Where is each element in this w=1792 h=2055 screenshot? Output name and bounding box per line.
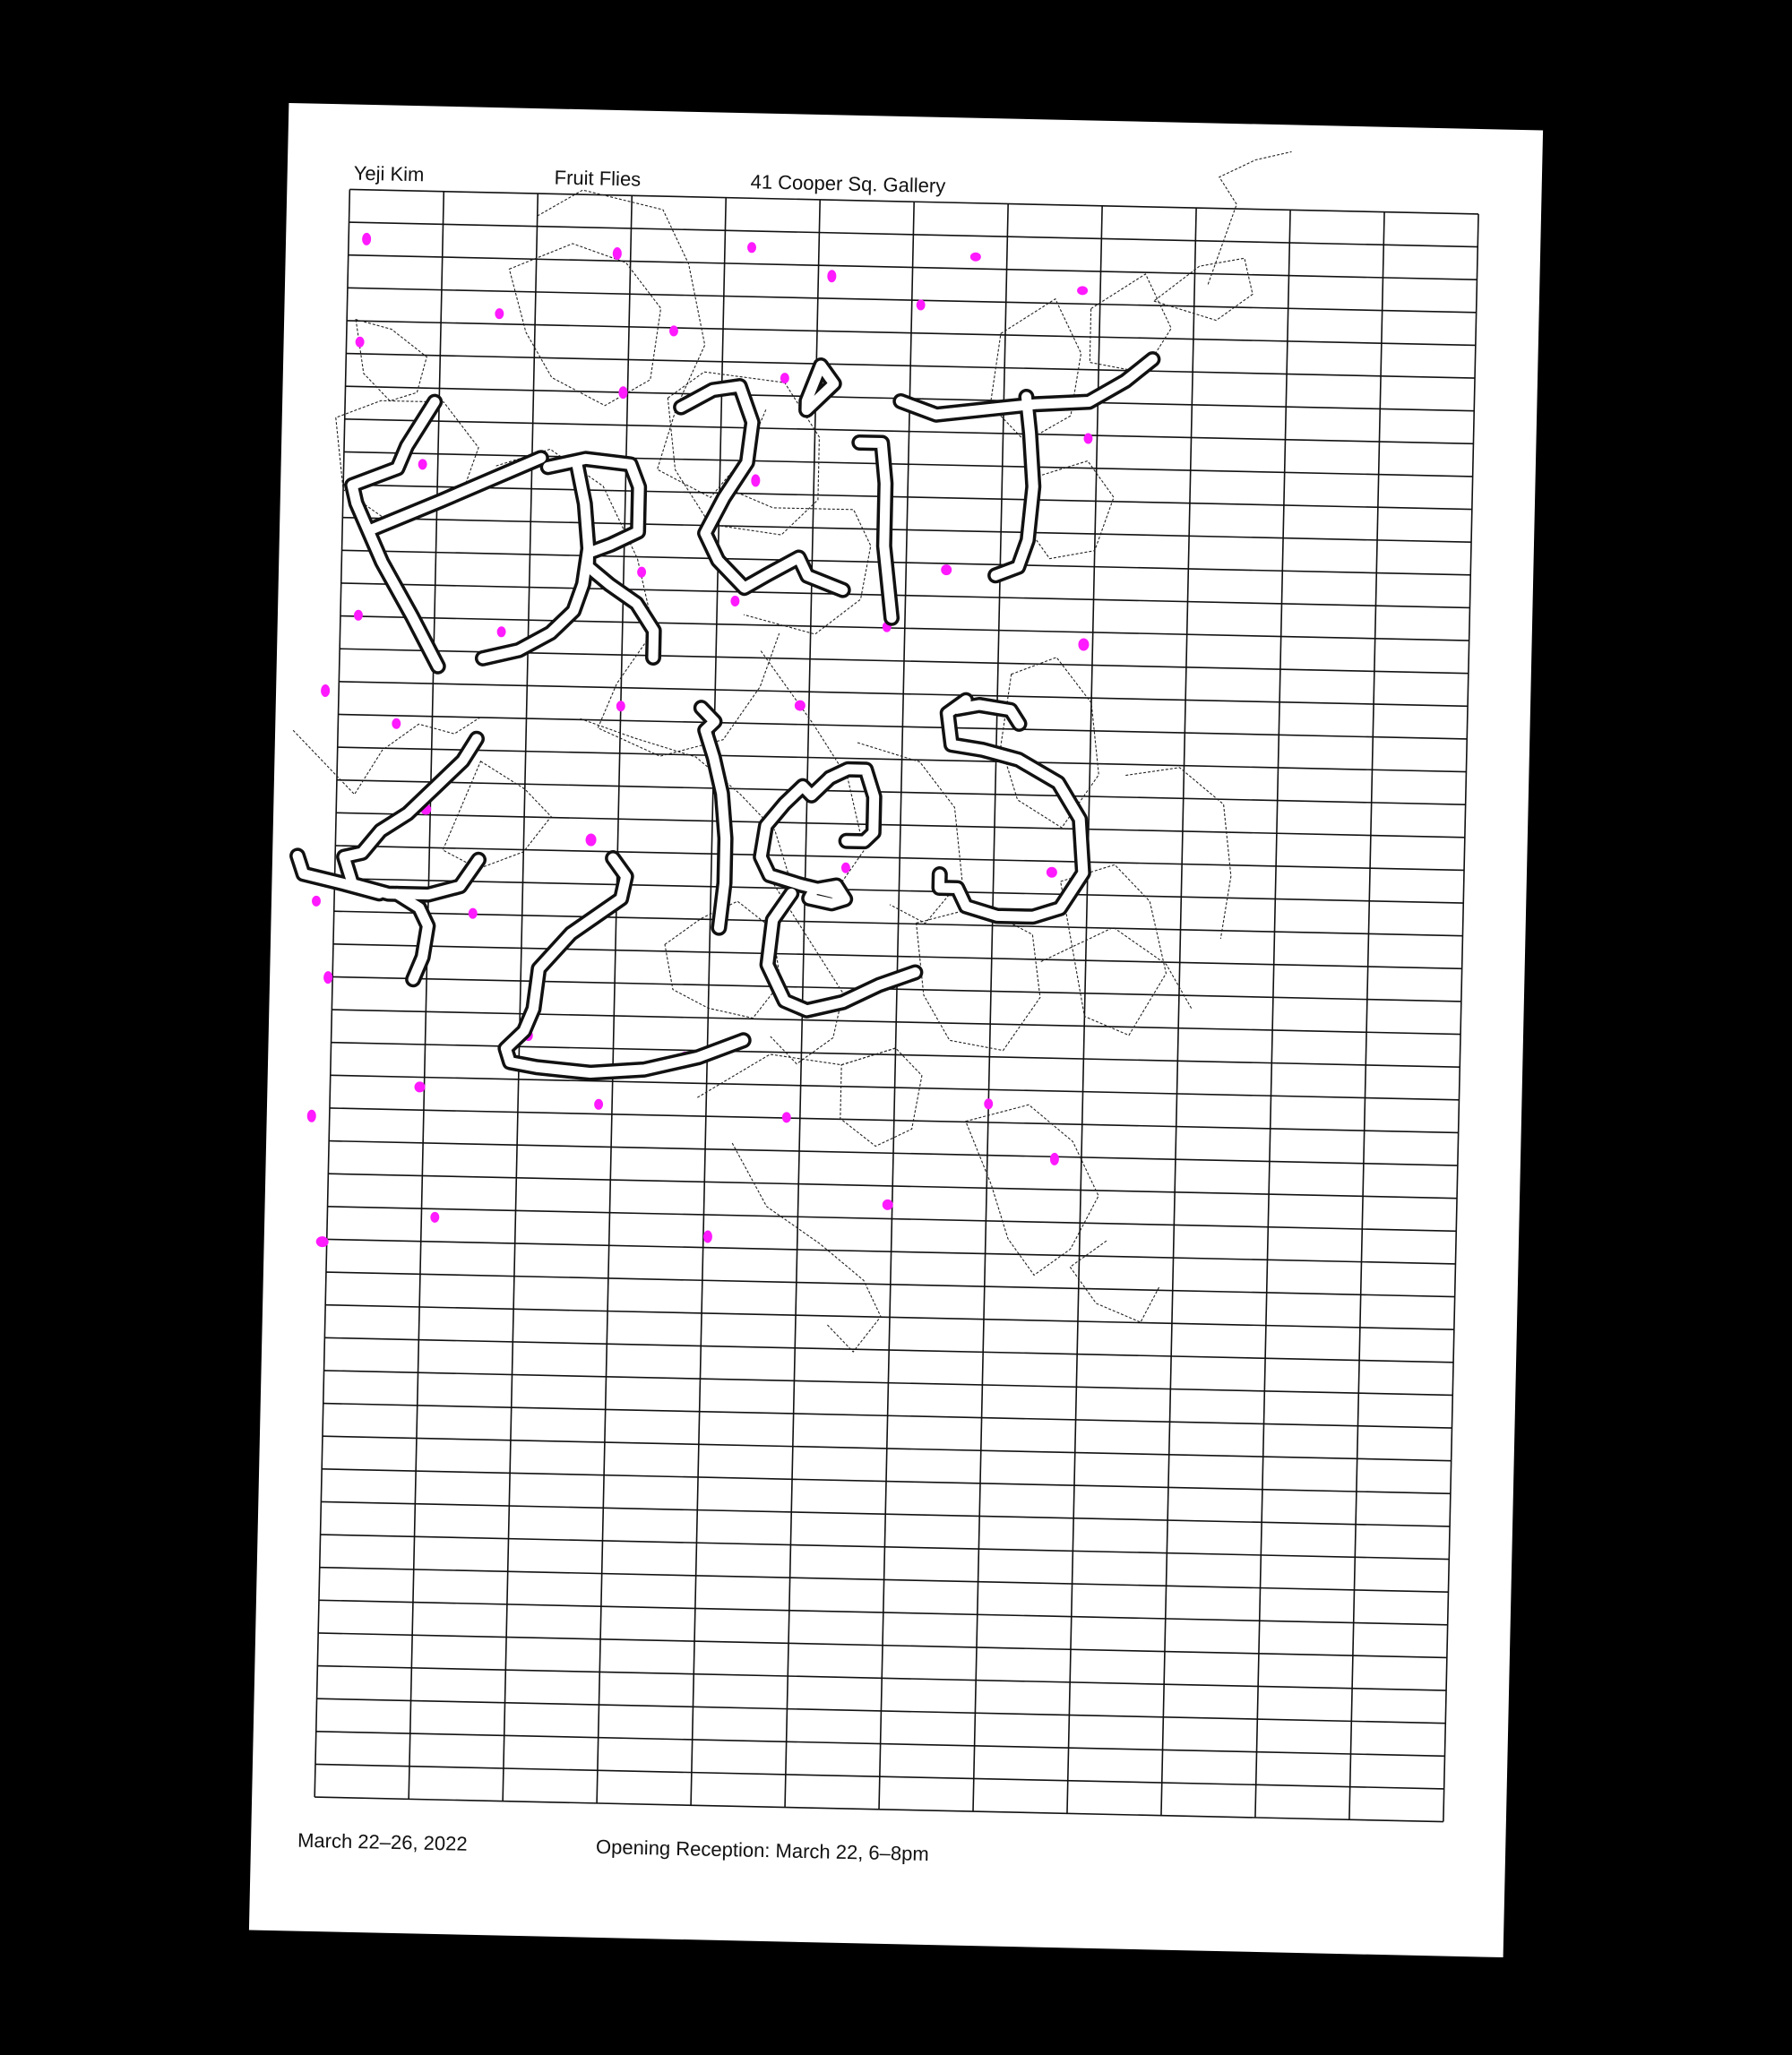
grid-column-line <box>1161 208 1196 1816</box>
exhibition-dates: March 22–26, 2022 <box>297 1828 468 1855</box>
artwork-canvas <box>249 103 1543 1957</box>
grid-column-line <box>1349 212 1384 1820</box>
artist-name: Yeji Kim <box>353 161 425 186</box>
grid-column-line <box>973 204 1008 1812</box>
opening-reception: Opening Reception: March 22, 6–8pm <box>595 1835 930 1866</box>
grid-column-line <box>1255 210 1290 1818</box>
venue-name: 41 Cooper Sq. Gallery <box>750 170 946 197</box>
grid-column-line <box>314 189 349 1797</box>
thick-lettering <box>293 341 1152 1085</box>
grid-column-line <box>1067 206 1102 1814</box>
schedule-grid <box>314 189 1478 1821</box>
grid-column-line <box>597 195 632 1803</box>
event-poster <box>249 103 1543 1957</box>
exhibition-title: Fruit Flies <box>554 166 642 191</box>
grid-column-line <box>1443 214 1478 1822</box>
